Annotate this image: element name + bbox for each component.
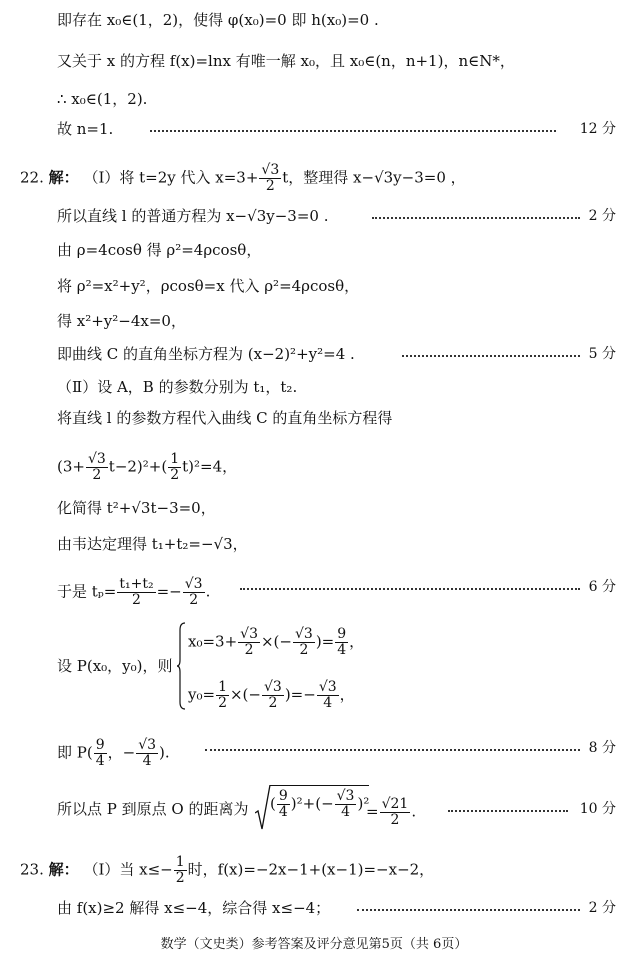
text-line: 化简得 t²+√3t−3=0， xyxy=(57,499,216,517)
leader-dots xyxy=(150,130,556,132)
fraction: $\frac{√21}{2}$ xyxy=(381,796,409,828)
text-line: ∴ x₀∈(1，2). xyxy=(57,90,148,108)
left-brace-icon xyxy=(176,622,186,710)
score-points: 10 分 xyxy=(579,801,616,817)
fraction: $\frac{9}{4}$ xyxy=(278,788,288,820)
solution-label: 解： xyxy=(48,860,79,879)
fraction: $\frac{√3}{2}$ xyxy=(294,626,313,658)
text-line: 即曲线 C 的直角坐标方程为 (x−2)²+y²=4 . xyxy=(57,345,355,363)
text-line: 故 n=1. xyxy=(57,120,114,138)
leader-dots xyxy=(372,217,580,219)
text-line: 将 ρ²=x²+y²，ρcosθ=x 代入 ρ²=4ρcosθ， xyxy=(57,277,360,295)
fraction: $\frac{9}{4}$ xyxy=(337,626,347,658)
system-row-1: x₀=3+ $\frac{√3}{2}$ ×(− $\frac{√3}{2}$ )= $\frac{9}{4}$ ， xyxy=(188,626,365,658)
question-22-line xyxy=(20,163,466,194)
text-line: 由 f(x)≥2 解得 x≤−4，综合得 x≤−4； xyxy=(57,899,331,917)
fraction: $\frac{1}{2}$ xyxy=(175,854,185,886)
fraction: $\frac{\text{t₁+t₂}}{2}$ xyxy=(119,576,154,608)
score-points: 2 分 xyxy=(588,900,616,916)
text-line: 由 ρ=4cosθ 得 ρ²=4ρcosθ， xyxy=(57,241,262,259)
radical-sign-icon xyxy=(255,785,271,833)
fraction: $\frac{√3}{4}$ xyxy=(336,788,355,820)
solution-label: 解： xyxy=(48,168,79,187)
fraction: $\frac{1}{2}$ xyxy=(170,451,180,483)
question-number: 23. xyxy=(20,860,44,879)
equation-line: 即 P( $\frac{9}{4}$ ，− $\frac{√3}{4}$ ). xyxy=(57,737,170,769)
text-line: 即存在 x₀∈(1，2)，使得 φ(x₀)=0 即 h(x₀)=0 . xyxy=(57,11,379,29)
radicand: ( $\frac{9}{4}$ )²+(− $\frac{√3}{4}$ )² xyxy=(270,785,369,820)
fraction: $\frac{9}{4}$ xyxy=(95,737,105,769)
text-line: 由韦达定理得 t₁+t₂=−√3， xyxy=(57,535,248,553)
equation-tail: = $\frac{√21}{2}$ . xyxy=(366,796,417,828)
score-points: 8 分 xyxy=(588,740,616,756)
fraction: $\frac{√3}{2}$ xyxy=(261,162,280,194)
text-line: 所以直线 l 的普通方程为 x−√3y−3=0 . xyxy=(57,207,329,225)
text-span: t，整理得 x−√3y−3=0 ， xyxy=(282,168,466,187)
text-span: （Ⅰ）将 t=2y 代入 x=3+ xyxy=(83,168,259,187)
question-number: 22. xyxy=(20,168,44,187)
leader-dots xyxy=(448,810,568,812)
fraction: $\frac{√3}{2}$ xyxy=(87,451,106,483)
question-23-line: 23. 解： （Ⅰ）当 x≤− $\frac{1}{2}$ 时，f(x)=−2x−1+(x−1)=−x−2， xyxy=(20,854,435,886)
text-line: 得 x²+y²−4x=0， xyxy=(57,312,186,330)
page-footer: 数学（文史类）参考答案及评分意见第5页（共 6页） xyxy=(160,937,468,952)
score-points: 6 分 xyxy=(588,579,616,595)
text-line: 设 P(x₀，y₀)，则 xyxy=(57,657,173,675)
score-points: 12 分 xyxy=(579,121,616,137)
fraction: $\frac{√3}{4}$ xyxy=(318,679,337,711)
leader-dots xyxy=(402,355,580,357)
fraction: $\frac{√3}{2}$ xyxy=(184,576,203,608)
fraction: $\frac{√3}{2}$ xyxy=(240,626,258,658)
text-line: 又关于 x 的方程 f(x)=lnx 有唯一解 x₀，且 x₀∈(n，n+1)，n∈N*， xyxy=(57,52,515,70)
score-points: 5 分 xyxy=(588,346,616,362)
system-row-2: y₀= $\frac{1}{2}$ ×(− $\frac{√3}{2}$ )=− $\frac{√3}{4}$ ， xyxy=(188,679,355,711)
fraction: $\frac{√3}{2}$ xyxy=(263,679,282,711)
text-line: 所以点 P 到原点 O 的距离为 xyxy=(57,800,249,818)
equation-line: (3+ $\frac{√3}{2}$ t−2)²+( $\frac{1}{2}$ t)²=4， xyxy=(57,451,238,483)
equation-line: 于是 tₚ= $\frac{\text{t₁+t₂}}{2}$ =− $\frac{√3}{2}$ . xyxy=(57,576,211,608)
fraction: $\frac{1}{2}$ xyxy=(218,679,227,711)
text-line: （Ⅱ）设 A，B 的参数分别为 t₁，t₂. xyxy=(57,378,298,396)
score-points: 2 分 xyxy=(588,208,616,224)
fraction: $\frac{√3}{4}$ xyxy=(138,737,157,769)
leader-dots xyxy=(205,749,580,751)
leader-dots xyxy=(240,588,580,590)
text-line: 将直线 l 的参数方程代入曲线 C 的直角坐标方程得 xyxy=(57,409,393,427)
leader-dots xyxy=(357,909,580,911)
